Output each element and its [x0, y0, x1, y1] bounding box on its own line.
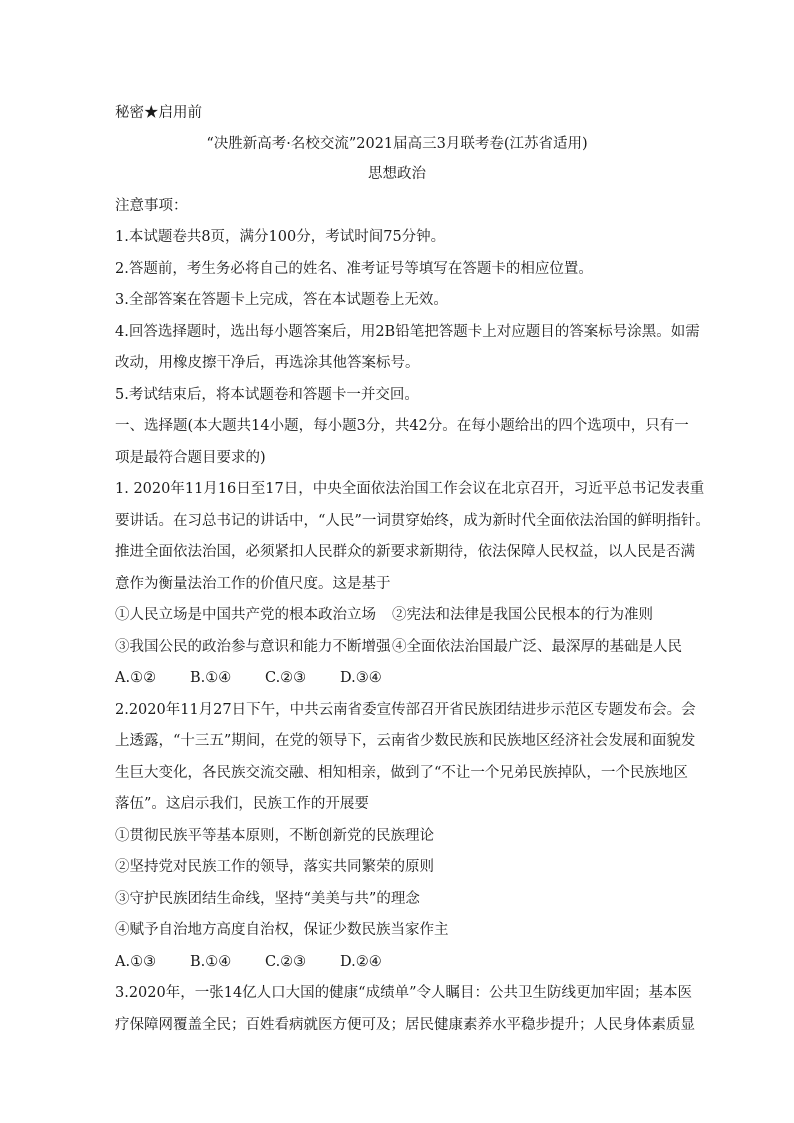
notes-heading: 注意事项： — [115, 198, 188, 214]
q1-option-a: A.①② — [115, 670, 157, 686]
secret-label: 秘密★启用前 — [115, 105, 202, 121]
q2-option-b: B.①④ — [190, 954, 232, 970]
note-item: 2.答题前，考生务必将自己的姓名、准考证号等填写在答题卡的相应位置。 — [115, 261, 593, 277]
q1-option-c: C.②③ — [265, 670, 307, 686]
q1-statement: ④全面依法治国最广泛、最深厚的基础是人民 — [392, 639, 682, 655]
note-item: 改动，用橡皮擦干净后，再选涂其他答案标号。 — [115, 355, 420, 371]
q1-option-d: D.③④ — [340, 670, 382, 686]
q2-stem: 落伍”。这启示我们，民族工作的开展要 — [115, 796, 369, 812]
q3-stem: 疗保障网覆盖全民；百姓看病就医方便可及；居民健康素养水平稳步提升；人民身体素质显 — [115, 1017, 695, 1033]
section-heading: 一、选择题(本大题共14小题，每小题3分，共42分。在每小题给出的四个选项中，只有一 — [115, 418, 689, 434]
note-item: 1.本试题卷共8页，满分100分，考试时间75分钟。 — [115, 229, 446, 245]
q2-statement: ③守护民族团结生命线，坚持“美美与共”的理念 — [115, 891, 420, 907]
section-heading: 项是最符合题目要求的) — [115, 450, 266, 466]
q2-statement: ①贯彻民族平等基本原则，不断创新党的民族理论 — [115, 828, 434, 844]
note-item: 3.全部答案在答题卡上完成，答在本试题卷上无效。 — [115, 292, 448, 308]
q2-statement: ④赋予自治地方高度自治权，保证少数民族当家作主 — [115, 922, 449, 938]
subject-title: 思想政治 — [368, 166, 426, 182]
q2-option-c: C.②③ — [265, 954, 307, 970]
q2-option-d: D.②④ — [340, 954, 382, 970]
q1-statement: ③我国公民的政治参与意识和能力不断增强 — [115, 639, 391, 655]
note-item: 4.回答选择题时，选出每小题答案后，用2B铅笔把答题卡上对应题目的答案标号涂黑。如需 — [115, 324, 700, 340]
note-item: 5.考试结束后，将本试题卷和答题卡一并交回。 — [115, 387, 419, 403]
q2-stem: 2.2020年11月27日下午，中共云南省委宣传部召开省民族团结进步示范区专题发布会。会 — [115, 702, 696, 718]
q1-statement: ①人民立场是中国共产党的根本政治立场 — [115, 607, 376, 623]
q1-stem: 推进全面依法治国，必须紧扣人民群众的新要求新期待，依法保障人民权益，以人民是否满 — [115, 544, 695, 560]
q1-statement: ②宪法和法律是我国公民根本的行为准则 — [392, 607, 653, 623]
q2-option-a: A.①③ — [115, 954, 157, 970]
q1-stem: 意作为衡量法治工作的价值尺度。这是基于 — [115, 576, 391, 592]
q2-statement: ②坚持党对民族工作的领导，落实共同繁荣的原则 — [115, 859, 434, 875]
q2-stem: 上透露，“十三五”期间，在党的领导下，云南省少数民族和民族地区经济社会发展和面貌发 — [115, 733, 696, 749]
q1-stem: 1. 2020年11月16日至17日，中央全面依法治国工作会议在北京召开，习近平总书记发表重 — [115, 481, 705, 497]
q3-stem: 3.2020年，一张14亿人口大国的健康“成绩单”令人瞩目：公共卫生防线更加牢固；基本医 — [115, 985, 693, 1001]
q2-stem: 生巨大变化，各民族交流交融、相知相亲，做到了“不让一个兄弟民族掉队，一个民族地区 — [115, 765, 688, 781]
q1-stem: 要讲话。在习总书记的讲话中，“人民”一词贯穿始终，成为新时代全面依法治国的鲜明指针。 — [115, 513, 710, 529]
q1-option-b: B.①④ — [190, 670, 232, 686]
exam-title: “决胜新高考·名校交流”2021届高三3月联考卷(江苏省适用) — [206, 136, 588, 152]
